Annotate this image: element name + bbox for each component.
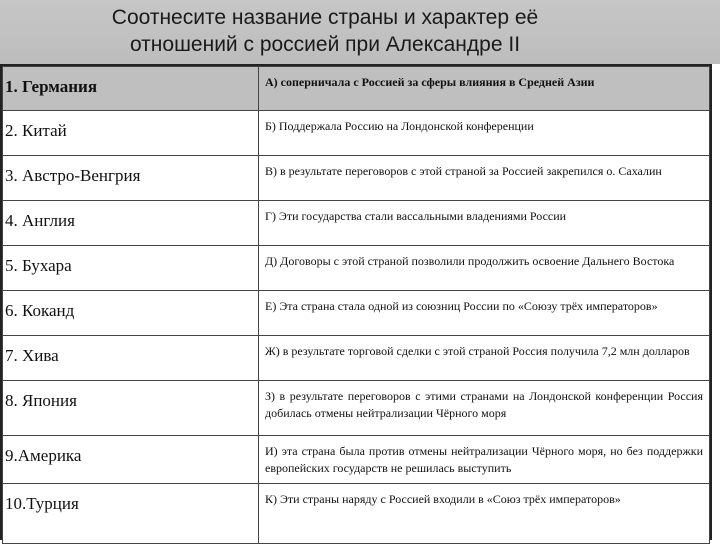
- country-cell: 7. Хива: [3, 336, 259, 381]
- table-row: [3, 111, 710, 156]
- table-row: [3, 336, 710, 381]
- country-cell: 1. Германия: [3, 67, 259, 111]
- country-cell: 3. Австро-Венгрия: [3, 156, 259, 201]
- table-row: [3, 246, 710, 291]
- country-cell: 5. Бухара: [3, 246, 259, 291]
- table-row: [3, 291, 710, 336]
- description-cell: Б) Поддержала Россию на Лондонской конференции: [259, 111, 710, 156]
- description-cell: Е) Эта страна стала одной из союзниц России по «Союзу трёх императоров»: [259, 291, 710, 336]
- table-row: [3, 156, 710, 201]
- country-cell: 2. Китай: [3, 111, 259, 156]
- country-cell: 4. Англия: [3, 201, 259, 246]
- country-cell: 9.Америка: [3, 436, 259, 484]
- country-cell: 10.Турция: [3, 484, 259, 544]
- table-row: [3, 67, 710, 111]
- matching-table: [0, 64, 712, 540]
- table-row: [3, 484, 710, 544]
- table-row: [3, 436, 710, 484]
- description-cell: А) соперничала с Россией за сферы влияния в Средней Азии: [259, 67, 710, 111]
- country-cell: 6. Коканд: [3, 291, 259, 336]
- country-cell: 8. Япония: [3, 381, 259, 436]
- description-cell: В) в результате переговоров с этой страной за Россией закрепился о. Сахалин: [259, 156, 710, 201]
- table-row: [3, 201, 710, 246]
- description-cell: И) эта страна была против отмены нейтрализации Чёрного моря, но без поддержки европейских государств не решилась выступить: [259, 436, 710, 484]
- description-cell: Д) Договоры с этой страной позволили продолжить освоение Дальнего Востока: [259, 246, 710, 291]
- description-cell: Ж) в результате торговой сделки с этой страной Россия получила 7,2 млн долларов: [259, 336, 710, 381]
- description-cell: Г) Эти государства стали вассальными владениями России: [259, 201, 710, 246]
- slide-title: Соотнесите название страны и характер её отношений с россией при Александре II: [111, 6, 539, 56]
- table: [2, 66, 710, 544]
- description-cell: К) Эти страны наряду с Россией входили в «Союз трёх императоров»: [259, 484, 710, 544]
- table-row: [3, 381, 710, 436]
- title-area: [0, 0, 720, 64]
- description-cell: З) в результате переговоров с этими странами на Лондонской конференции Россия добилась отмены нейтрализации Чёрного моря: [259, 381, 710, 436]
